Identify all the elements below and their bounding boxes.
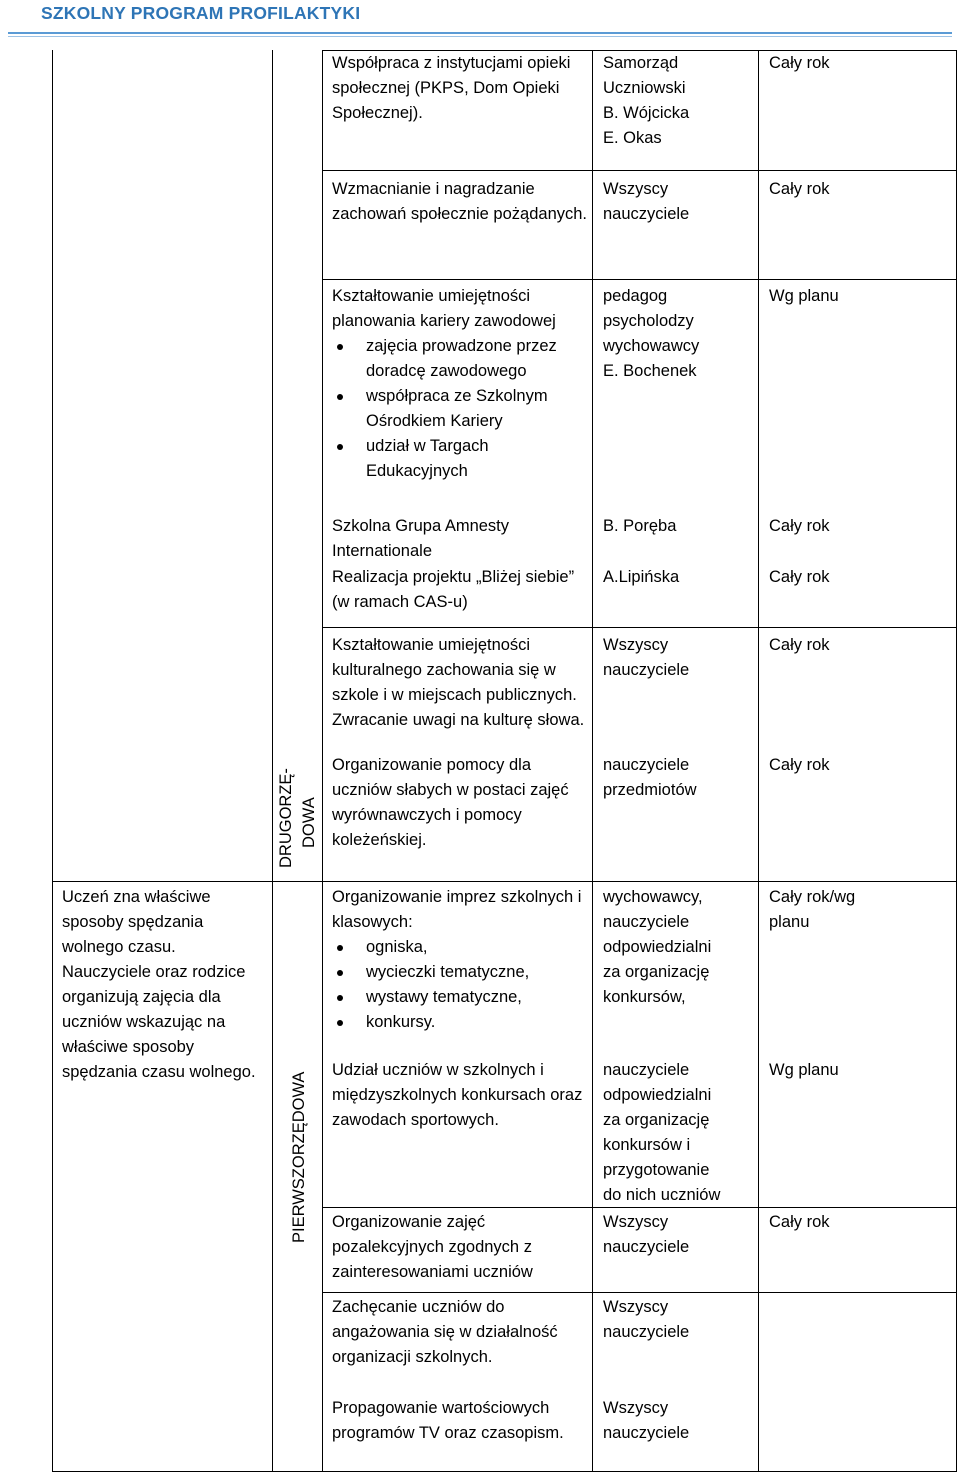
list-item: wycieczki tematyczne, xyxy=(332,960,587,985)
responsible-cell: nauczyciele przedmiotów xyxy=(603,756,697,799)
term-cell: Cały rok xyxy=(769,568,830,586)
term-cell: Cały rok xyxy=(769,756,830,774)
task-cell: Szkolna Grupa Amnesty Internationale xyxy=(332,517,510,560)
term-cell: Cały rok xyxy=(769,54,830,72)
bullet-list xyxy=(332,334,587,484)
task-heading: Organizowanie imprez szkolnych i klasowych: xyxy=(332,888,582,931)
list-item: współpraca ze Szkolnym Ośrodkiem Kariery xyxy=(332,384,587,434)
list-item: udział w Targach Edukacyjnych xyxy=(332,434,587,484)
task-cell: Organizowanie zajęć pozalekcyjnych zgodnych z zainteresowaniami uczniów xyxy=(332,1213,533,1281)
responsible-cell: pedagog psycholodzy wychowawcy E. Bochenek xyxy=(603,287,700,380)
task-cell: Propagowanie wartościowych programów TV oraz czasopism. xyxy=(332,1399,564,1442)
responsible-cell: wychowawcy, nauczyciele odpowiedzialni za organizację konkursów, xyxy=(603,888,712,1006)
header-rule-thin xyxy=(8,36,952,37)
term-cell: Cały rok/wg planu xyxy=(769,888,856,931)
term-cell: Wg planu xyxy=(769,1061,839,1079)
task-cell: Organizowanie pomocy dla uczniów słabych w postaci zajęć wyrównawczych i pomocy koleżeńskiej. xyxy=(332,756,569,849)
term-cell: Cały rok xyxy=(769,1213,830,1231)
category-label: DRUGORZĘ- xyxy=(277,768,295,868)
term-cell: Cały rok xyxy=(769,517,830,535)
responsible-cell: Wszyscy nauczyciele xyxy=(603,1213,690,1256)
bullet-list xyxy=(332,935,587,1035)
task-cell: Współpraca z instytucjami opieki społecznej (PKPS, Dom Opieki Społecznej). xyxy=(332,54,571,122)
category-label: DOWA xyxy=(300,797,318,848)
responsible-cell: Wszyscy nauczyciele xyxy=(603,1298,690,1341)
task-cell: Zachęcanie uczniów do angażowania się w działalność organizacji szkolnych. xyxy=(332,1298,558,1366)
category-label: PIERWSZORZĘDOWA xyxy=(290,1071,308,1243)
task-cell: Udział uczniów w szkolnych i międzyszkolnych konkursach oraz zawodach sportowych. xyxy=(332,1061,583,1129)
list-item: konkursy. xyxy=(332,1010,587,1035)
header-rule xyxy=(8,32,952,34)
term-cell: Cały rok xyxy=(769,636,830,654)
goal-cell: Uczeń zna właściwe sposoby spędzania wolnego czasu. Nauczyciele oraz rodzice organizują zajęcia dla uczniów wskazując na właściwe sposoby spędzania czasu wolnego. xyxy=(62,888,256,1081)
responsible-cell: B. Poręba xyxy=(603,517,677,535)
term-cell: Cały rok xyxy=(769,180,830,198)
task-cell: Wzmacnianie i nagradzanie zachowań społecznie pożądanych. xyxy=(332,180,588,223)
responsible-cell: Wszyscy nauczyciele xyxy=(603,636,690,679)
responsible-cell: Samorząd Uczniowski B. Wójcicka E. Okas xyxy=(603,54,690,147)
responsible-cell: nauczyciele odpowiedzialni za organizację konkursów i przygotowanie do nich uczniów xyxy=(603,1061,721,1204)
responsible-cell: Wszyscy nauczyciele xyxy=(603,180,690,223)
task-cell: Realizacja projektu „Bliżej siebie” (w ramach CAS-u) xyxy=(332,568,575,611)
list-item: ogniska, xyxy=(332,935,587,960)
term-cell: Wg planu xyxy=(769,287,839,305)
page-header: SZKOLNY PROGRAM PROFILAKTYKI xyxy=(41,3,361,23)
list-item: wystawy tematyczne, xyxy=(332,985,587,1010)
task-heading: Kształtowanie umiejętności planowania kariery zawodowej xyxy=(332,287,556,330)
responsible-cell: A.Lipińska xyxy=(603,568,680,586)
task-cell xyxy=(332,284,587,484)
task-cell: Kształtowanie umiejętności kulturalnego zachowania się w szkole i w miejscach publicznych. Zwracanie uwagi na kulturę słowa. xyxy=(332,636,585,729)
task-cell xyxy=(332,885,587,1035)
list-item: zajęcia prowadzone przez doradcę zawodowego xyxy=(332,334,587,384)
responsible-cell: Wszyscy nauczyciele xyxy=(603,1399,690,1442)
